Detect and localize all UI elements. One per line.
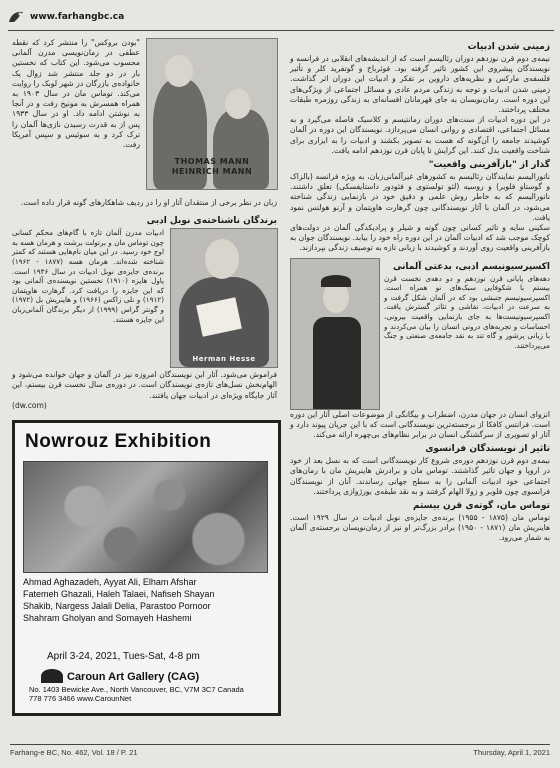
paragraph: در این دوره ادبیات از سنت‌های دوران رمانتیسم و کلاسیک فاصله می‌گیرد و به مسائل اجتماعی، اقتصادی و روانی انسان می‌پردازد. نویسندگان این دوره در آلمان کوشیدند جامعه را آن‌گونه که هست به تصویر بکشند و ادبیات را به ابزاری برای شناخت واقعیت بدل کنند. این گرایش تا پایان قرن نوزدهم ادامه یافت. — [290, 115, 550, 155]
paragraph: انزوای انسان در جهان مدرن، اضطراب و بیگانگی از موضوعات اصلی آثار این دوره است. فرانتس کافکا از برجسته‌ترین نویسندگانی است که با این جریان پیوند دارد و آثار او تصویری از سرگشتگی انسان در برابر نظام‌های بی‌چهره ارائه می‌کند. — [290, 409, 550, 440]
hesse-photo — [170, 228, 278, 368]
heading-earthly-literature: زمینی شدن ادبیات — [467, 42, 550, 52]
mann-brothers-photo — [146, 38, 278, 190]
ad-artwork-image — [23, 461, 268, 573]
heading-nobel-winners: برندگان ناشناخته‌ی نوبل ادبی — [146, 216, 277, 227]
paragraph: سکینی سایه و تاثیر کسانی چون گوته و شیلر و پرادیکدگی آلمان در دولت‌های کوچک موجب شد که ادبیات آلمان در این دوره راه خود را بیابد. نویسندگان جوان به بازآفرینی واقعیت روی آوردند و کوشیدند با زبانی تازه به توصیف زندگی بپردازند. — [290, 223, 550, 253]
mann-photo-caption: THOMAS MANN HEINRICH MANN — [171, 157, 253, 176]
exhibition-dates: April 3-24, 2021, Tues-Sat, 4-8 pm — [47, 651, 200, 662]
kafka-photo — [290, 258, 380, 410]
source-credit[interactable]: (dw.com) — [12, 400, 47, 410]
ad-title: Nowrouz Exhibition — [25, 431, 212, 452]
farhang-logo-icon — [8, 10, 24, 24]
heading-thomas-mann: توماس مان، گوته‌ی قرن بیستم — [412, 501, 550, 512]
artist-names — [23, 576, 268, 624]
heading-french-influence: تاثیر از نویسندگان فرانسوی — [425, 444, 550, 455]
paragraph: ادبیات مدرن آلمان تازه با گام‌های محکم کسانی چون توماس مان و برتولت برشت و هرمان هسه به اوج خود رسید. در این میان نام‌هایی هستند که کمتر شناخته شده‌اند. هرمان هسه (۱۸۷۷ - ۱۹۶۲) برنده‌ی جایزه‌ی نوبل ادبیات در سال ۱۹۴۶ است. پاول هایزه (۱۹۱۰) نخستین نویسنده‌ی آلمانی بود که این جایزه را دریافت کرد. گرهارت هاوپتمان (۱۹۱۲) و نلی زاکس (۱۹۶۶) و هاینریش بل (۱۹۷۲) و گونتر گراس (۱۹۹۹) از دیگر برندگان آلمانی‌زبان این جایزه هستند. — [12, 228, 165, 324]
nowrouz-exhibition-ad — [12, 420, 281, 716]
artist-line: Shahram Gholyan and Somayeh Hashemi — [23, 613, 192, 623]
paragraph: "بودن بروکس" را منتشر کرد که نقطه عطفی در رمان‌نویسی مدرن آلمانی محسوب می‌شود. این کتاب که نخستین بار در دو جلد منتشر شد زوال یک خانواده‌ی بازرگان در شهر لوبک را روایت می‌کند. توماس مان در سال ۱۹۰۳ به همراه همسرش به مونیخ رفت و در آنجا به نوشتن ادامه داد. او در سال ۱۹۳۳ پس از به قدرت رسیدن نازی‌ها آلمان را ترک کرد و به سوئیس و سپس آمریکا رفت. — [12, 38, 140, 150]
paragraph: نیمه‌ی دوم قرن نوزدهم دوران رئالیسم است که از اندیشه‌های انقلابی در فرانسه و نویسندگان پیشروی این کشور تاثیر گرفته بود. فوئرباخ و گوتفرید کلر و تأثیر فلسفه‌ی مارکس و نظریه‌های داروین بر تفکر و ادبیات این دوران اثر گذاشت. زمینی شدن ادبیات و توجه به زندگی مردم عادی و مسائل اجتماعی از ویژگی‌های این دوره است. رمان‌نویسان به جای قهرمانان افسانه‌ای به زندگی روزمره طبقات مختلف پرداختند. — [290, 54, 550, 115]
issue-info: Farhang-e BC, No. 462, Vol. 18 / P. 21 — [10, 748, 138, 757]
heading-expressionism: اکسپرسیونیسم ادبی، بدعتی آلمانی — [392, 261, 550, 272]
page-header — [8, 10, 554, 30]
issue-date: Thursday, April 1, 2021 — [473, 748, 550, 757]
page-footer — [10, 748, 550, 762]
artist-line: Fatemeh Ghazali, Haleh Talaei, Nafiseh Shayan — [23, 589, 215, 599]
hesse-photo-caption: Herman Hesse — [192, 355, 256, 364]
gallery-name: Caroun Art Gallery (CAG) — [67, 671, 200, 683]
footer-divider — [10, 744, 550, 745]
artist-line: Shakib, Nargess Jalali Delia, Parastoo Pornoor — [23, 601, 211, 611]
expressionism-section — [290, 258, 550, 410]
paragraph: نیمه‌ی دوم قرن نوزدهم دوره‌ی شروع کار نویسندگانی است که به نسل بعد از خود در اروپا و جهان تاثیر گذاشتند. توماس مان و برادرش هاینریش مان با رمان‌های اجتماعی خود ادبیات آلمانی را به سطح جهانی رساندند. آنان از نویسندگان فرانسوی چون فلوبر و زولا الهام گرفتند و به نقد طبقه‌ی بورژوازی پرداختند. — [290, 456, 550, 496]
paragraph: فراموش می‌شود. آثار این نویسندگان امروزه نیز در آلمان و جهان خوانده می‌شود و الهام‌بخش نسل‌های تازه‌ی نویسندگان است. در دوره‌ی سال نخست قرن بیستم، این آثار جایگاه ویژه‌ای در ادبیات جهان یافتند. — [12, 370, 277, 400]
gallery-address — [29, 685, 244, 703]
paragraph: زبان در نظر برخی از منتقدان آثار او را در ردیف شاهکارهای گوته قرار داده است. — [20, 198, 277, 207]
header-divider — [8, 30, 554, 31]
contact-line[interactable]: 778 776 3466 www.CarounNet — [29, 694, 132, 703]
artist-line: Ahmad Aghazadeh, Ayyat Ali, Elham Afshar — [23, 577, 197, 587]
paragraph: دهه‌های پایانی قرن نوزدهم و دو دهه‌ی نخست قرن بیستم با شکوفایی سبک‌های نو همراه است. اکسپرسیونیسم جنبشی بود که در آلمان شکل گرفت و به سرعت در ادبیات، نقاشی و تئاتر گسترش یافت. اکسپرسیونیست‌ها به جای بازنمایی واقعیت بیرونی، احساسات و تجربه‌های درونی انسان را بیان می‌کردند و با زبانی پرشور و گاه تند به نقد جامعه‌ی صنعتی و جنگ می‌پرداختند. — [384, 273, 550, 350]
right-column — [290, 38, 550, 698]
address-line: No. 1403 Bewicke Ave., North Vancouver, BC, V7M 3C7 Canada — [29, 685, 244, 694]
nobel-section — [12, 212, 277, 370]
heading-reality-recreation: گذار از "بازآفرینی واقعیت" — [428, 160, 550, 171]
paragraph: توماس مان (۱۸۷۵ - ۱۹۵۵) برنده‌ی جایزه‌ی نوبل ادبیات در سال ۱۹۲۹ است. هاینریش مان (۱۸۷۱ - ۱۹۵۰) برادر بزرگ‌تر او نیز از رمان‌نویسان برجسته‌ی آلمان به شمار می‌رود. — [290, 513, 551, 543]
paragraph: ناتورالیسم نمایندگان رئالیسم به کشورهای غیرآلمانی‌زبان، به ویژه فرانسه (بالزاک و گوستاو فلوبر) و روسیه (لئو تولستوی و فئودور داستایفسکی) تعلق داشتند. ناتورالیسم که به خاطر روش علمی و دقیق خود در بازنمایی زندگی شناخته می‌شود، در آلمان با آثار نویسندگانی چون گرهارت هاوپتمان و آرنو هولتس نمود یافت. — [290, 172, 550, 222]
caroun-logo-icon — [41, 669, 63, 683]
mann-section — [12, 38, 277, 198]
site-url[interactable]: www.farhangbc.ca — [30, 12, 125, 22]
